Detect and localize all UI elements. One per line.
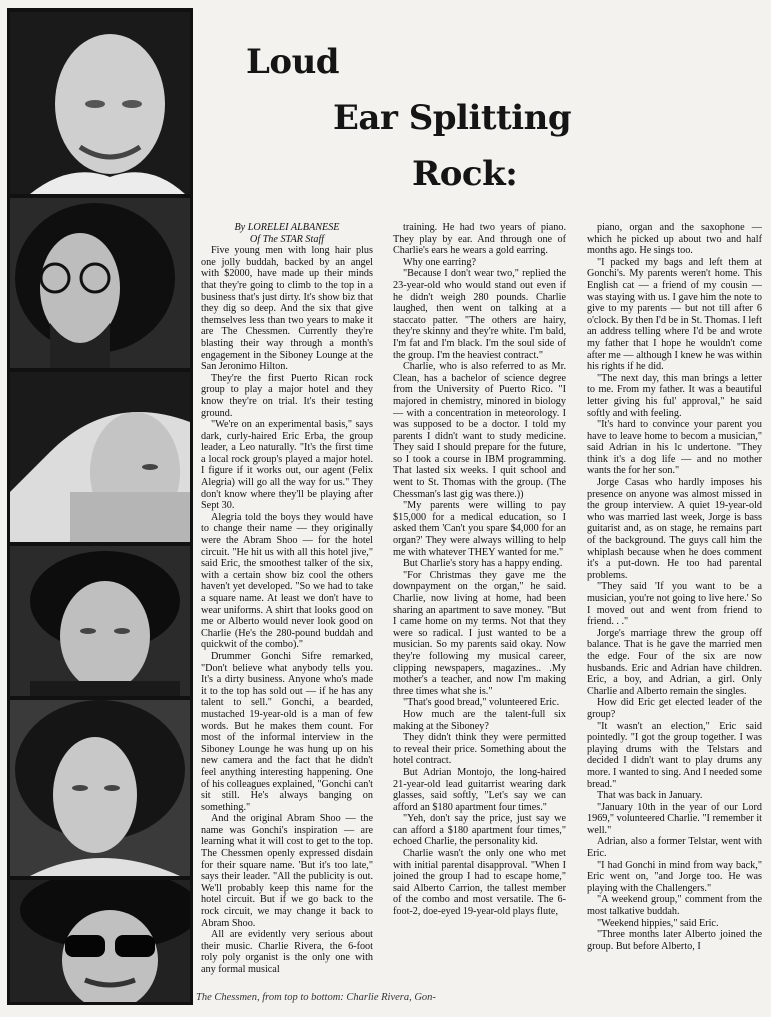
article-paragraph: They didn't think they were permitted to reveal their price. Something about the hotel contract. <box>393 732 566 767</box>
article-paragraph: "January 10th in the year of our Lord 1969," volunteered Charlie. "I remember it well." <box>587 801 762 836</box>
article-column-1 <box>201 222 373 992</box>
article-paragraph: "They said 'If you want to be a musician, you're not going to live here.' So I moved out and went from friend to friend. . ." <box>587 581 762 628</box>
photo-strip <box>7 8 193 1005</box>
article-paragraph: "Because I don't wear two," replied the 23-year-old who would stand out even if he didn't weigh 280 pounds. Charlie laughed, then went on talking at a staccato patter. "The others are hairy, they're skinny and they're white. I'm bald, I'm fat and I'm black. I'm the soul side of the group. I'm the heaviest contract." <box>393 268 566 361</box>
article-paragraph: How much are the talent-full six making at the Siboney? <box>393 708 566 732</box>
article-paragraph: "I packed my bags and left them at Gonchi's. My parents weren't home. This English cat — a friend of my cousin — was staying with us. I gave him the note to give to my parents — but not till after 6 o'clock. By then I'd be in St. Thomas. I left an address telling where I'd be and wrote my father that I hope he wouldn't come after me — although I knew he was within his rights if he did. <box>587 256 762 373</box>
photo-jorge-casas <box>10 546 190 696</box>
article-paragraph: "My parents were willing to pay $15,000 for a medical education, so I asked them 'Can't you spare $4,000 for an organ?' They were always willing to help me with whatever THEY wanted for me." <box>393 500 566 558</box>
article-paragraph: That was back in January. <box>597 790 703 802</box>
article-column-3 <box>587 222 762 992</box>
article-paragraph: training. He had two years of piano. They play by ear. And through one of Charlie's ears he wears a gold earring. <box>393 222 566 257</box>
photo-gonchi-sifre <box>10 198 190 368</box>
article-paragraph: But Charlie's story has a happy ending. <box>403 558 563 570</box>
article-paragraph: And the original Abram Shoo — the name was Gonchi's inspiration — are learning what it will cost to get to the top. The Chessmen openly expressed disdain for their square name. 'But it's too late," says their leader. "All the publicity is out. We'll probably keep this name for the hotel circuit. But if we go back to the rock circuit, we may change it back to Abram Shoo. <box>201 813 373 929</box>
photo-alberto-carrion <box>10 700 190 876</box>
photo-adrian-montojo <box>10 880 190 1002</box>
article-paragraph: "It's hard to convince your parent you have to leave home to becom a musician," said Adrian in his lc undertone. "They think it's a dog life — and no mother wants the for her son." <box>587 419 762 477</box>
article-paragraph: But Adrian Montojo, the long-haired 21-year-old lead guitarrist wearing dark glasses, said softly, "Let's say we can afford an $180 apartment four times." <box>393 766 566 813</box>
article-paragraph: "That's good bread," volunteered Eric. <box>403 697 560 709</box>
article-paragraph: "It wasn't an election," Eric said pointedly. "I got the group together. I was playing drums with the Telstars and decided I didn't want to play drums any more. I wanted to sing. And I needed some bread." <box>587 720 762 790</box>
headline-line-3: Rock: <box>412 154 518 194</box>
article-paragraph: "Yeh, don't say the price, just say we can afford a $180 apartment four times," echoed Charlie, the personality kid. <box>393 813 566 848</box>
article-paragraph: Charlie, who is also referred to as Mr. Clean, has a bachelor of science degree from the University of Puerto Rico. "I majored in chemistry, minored in biology — with a concentration in meteorology. I was supposed to be a doctor. I told my parents I didn't want to study medicine. They said I should prepare for the future, so I took a course in IBM programming. That lasted six weeks. I quit school and went to St. Thomas with the group. (The Chessman's last gig was there.)) <box>393 361 566 500</box>
article-column-2 <box>393 222 566 992</box>
article-paragraph: "Three months later Alberto joined the group. But before Alberto, I <box>587 929 762 952</box>
article-paragraph: piano, organ and the saxophone — which he picked up about two and half months ago. He sings too. <box>587 222 762 257</box>
article-paragraph: Adrian, also a former Telstar, went with Eric. <box>587 836 762 860</box>
byline-staff: Of The STAR Staff <box>249 233 325 245</box>
photo-eric-erba <box>10 372 190 542</box>
article-paragraph: "The next day, this man brings a letter to me. From my father. It was a beautiful letter giving his ful' approval," he said softly and with feeling. <box>587 372 762 419</box>
article-paragraph: Jorge Casas who hardly imposes his presence on anyone was almost missed in the group interview. A quiet 19-year-old who was married last week, Jorge is bass guitarist and, as on stage, he remains part of the background. The guys call him the whiplash because when he does comment it's a put-down. He too had parental problems. <box>587 477 762 581</box>
article-paragraph: Alegria told the boys they would have to change their name — they originally were the Abram Shoo — for the hotel circuit. "He hit us with all this hotel jive," said Eric, the smoothest talker of the six, with a certain show biz cool the others haven't yet developed. "So we had to take a square name. At least we don't have to wear uniforms. A shirt that looks good on me or Alberto would never look good on Charlie (He's the 280-pound buddah and quickwit of the combo)." <box>201 511 373 651</box>
article-paragraph: "A weekend group," comment from the most talkative buddah. <box>587 894 762 918</box>
photo-caption: The Chessmen, from top to bottom: Charlie Rivera, Gon- <box>196 992 436 1003</box>
headline-line-1: Loud <box>246 42 340 82</box>
article-paragraph: How did Eric get elected leader of the group? <box>587 697 762 720</box>
article-paragraph: Five young men with long hair plus one jolly buddah, backed by an angel with $2000, have made up their minds that they're going to climb to the top in a business that's just dirty. It's show biz that they dig so deep. And the six that give themselves less than two years to make it are The Chessmen. Currently they're blasting their way through a month's engagement in the Siboney Lounge at the San Jeronimo Hilton. <box>201 245 373 373</box>
article-paragraph: "Weekend hippies," said Eric. <box>597 917 719 929</box>
article-paragraph: They're the first Puerto Rican rock group to play a major hotel and they know they're on trial. It's their testing ground. <box>201 372 373 419</box>
headline-line-2: Ear Splitting <box>333 98 572 138</box>
article-paragraph: All are evidently very serious about their music. Charlie Rivera, the 6-foot roly poly organist is the only one with any formal musical <box>201 929 373 975</box>
photo-charlie-rivera <box>10 12 190 194</box>
article-paragraph: Why one earring? <box>403 256 476 268</box>
article-paragraph: Drummer Gonchi Sifre remarked, "Don't believe what anybody tells you. It's a dirty business. Anyone who's made it to the top has sold out — if he has any talent to sell." Gonchi, a bearded, mustached 19-year-old is a man of few words. But he makes them count. For most of the informal interview in the Siboney Lounge he was hung up on his new camera and the fact that he didn't feel anything interesting happening. One of his colleagues explained, "Gonchi can't sit still. He's always banging on something." <box>201 650 373 813</box>
article-paragraph: Charlie wasn't the only one who met with initial parental disapproval. "When I joined the group I had to escape home," said Alberto Carrion, the tallest member of the combo and most versatile. The 6-foot-2, doe-eyed 19-year-old plays flute, <box>393 848 566 918</box>
article-paragraph: "We're on an experimental basis," says dark, curly-haired Eric Erba, the group leader, a Leo naturally. "It's the first time a local rock group's played a major hotel. I figure if it works out, our agent (Felix Alegria) will go all the way for us." They don't know where they'll be playing after Sept 30. <box>201 419 373 512</box>
article-paragraph: Jorge's marriage threw the group off balance. That is he gave the married men the edge. Four of the six are now husbands. Eric and Adrian have children. Eric, a boy, and Adrian, a girl. Only Charlie and Alberto remain the singles. <box>587 627 762 697</box>
byline-author: By LORELEI ALBANESE <box>234 222 340 233</box>
article-paragraph: "For Christmas they gave me the downpayment on the organ," he said. Charlie, now living at home, had been sharing an apartment to save money. "But I came home on my terms. Not that they were so radical. I just wanted to be a musician. So my parents said okay. Now they're following my musical career, clipping newspapers, magazines.. .My mother's a teacher, and now I'm making three times what she is." <box>393 569 566 697</box>
article-paragraph: "I had Gonchi in mind from way back," Eric went on, "and Jorge too. He was playing with the Challengers." <box>587 859 762 894</box>
